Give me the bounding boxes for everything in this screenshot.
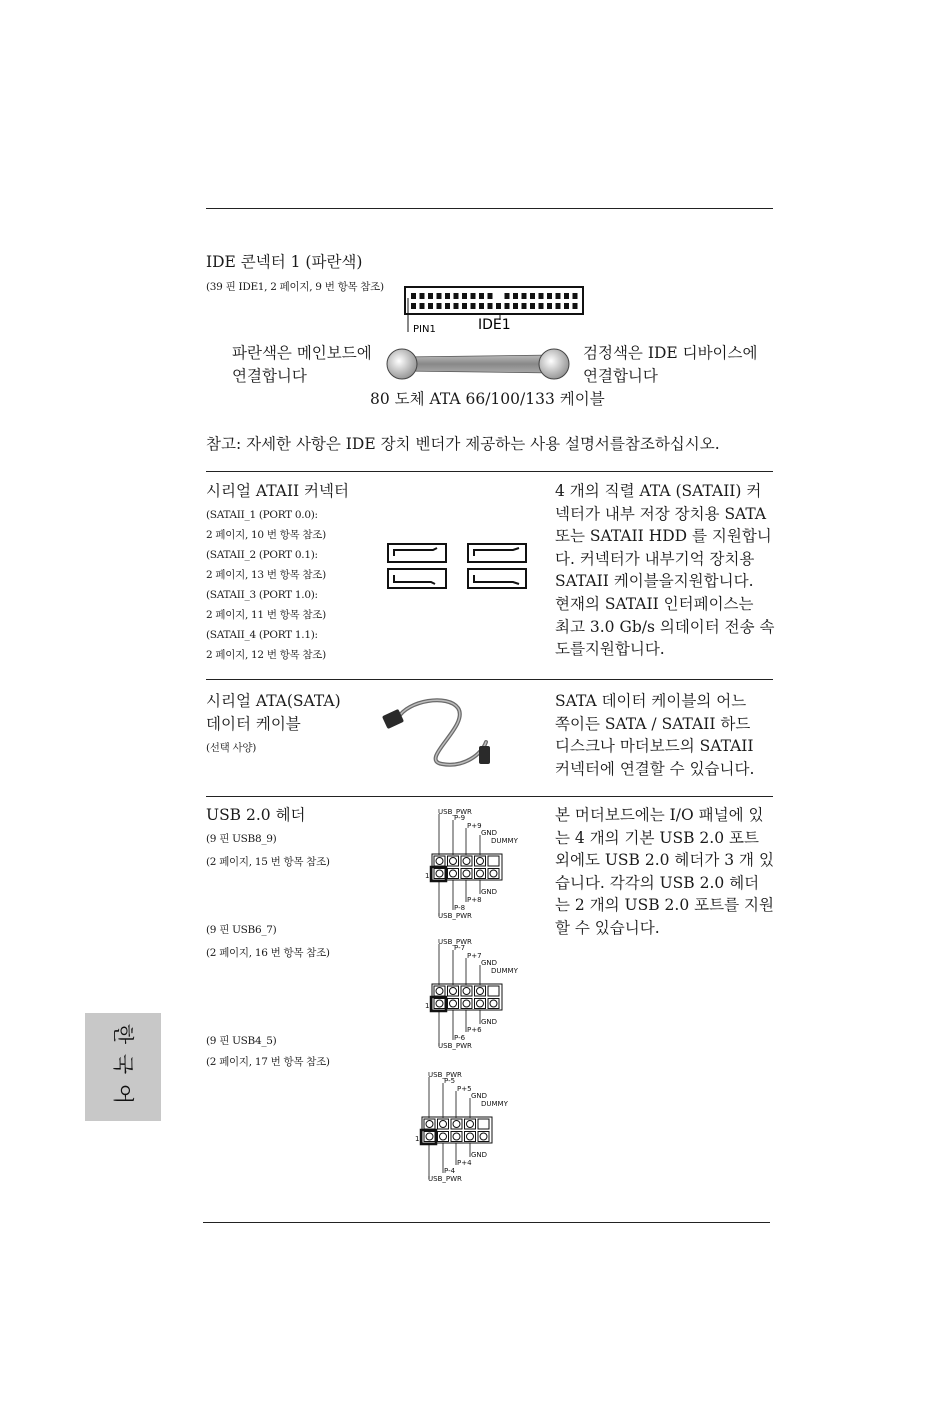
ide-pin [513, 303, 518, 309]
ide-pin1-label: PIN1 [413, 324, 436, 335]
ide-pin [437, 293, 442, 299]
usb-minus-label: P-4 [444, 1167, 456, 1175]
ide-footnote: 참고: 자세한 사항은 IDE 장치 벤더가 제공하는 사용 설명서를참조하십시오. [206, 435, 720, 453]
section-rule-usb [206, 796, 773, 797]
ide-pin [573, 303, 578, 309]
ide-pin [454, 303, 459, 309]
usb-gnd-label: GND [481, 959, 498, 967]
ide-pin [428, 293, 433, 299]
sataii-description-line: SATAII 케이블을지원합니다. [555, 572, 754, 591]
usb-header-name: (9 핀 USB6_7) [206, 924, 277, 936]
usb-dummy-label: DUMMY [491, 837, 518, 845]
sata-cable-description-line: 디스크나 마더보드의 SATAII [555, 737, 754, 756]
usb-description-line: 습니다. 각각의 USB 2.0 헤더 [555, 873, 760, 892]
usb-plus-label: P+7 [467, 952, 482, 960]
usb-description-line: 할 수 있습니다. [555, 918, 660, 937]
usb-pwr-label: USB_PWR [438, 808, 472, 816]
usb-header-diagram-usb4-5 [412, 1069, 522, 1187]
ide-right-note-line: 검정색은 IDE 디바이스에 [583, 344, 758, 362]
usb-pwr-label: USB_PWR [438, 1042, 472, 1050]
usb-pin1-label: 1 [425, 872, 430, 880]
usb-pwr-label: USB_PWR [438, 938, 472, 946]
usb-title: USB 2.0 헤더 [206, 806, 306, 824]
sata-cable-title [206, 690, 341, 736]
ide-title: IDE 콘넥터 1 (파란색) [206, 253, 363, 271]
usb-header-ref: (2 페이지, 17 번 항목 참조) [206, 1056, 330, 1068]
usb-pwr-label: USB_PWR [438, 912, 472, 920]
sataii-port-ref: 2 페이지, 12 번 항목 참조) [206, 649, 326, 661]
ide-pin [564, 293, 569, 299]
ide-pin [522, 303, 527, 309]
sata-cable-description-line: 커넥터에 연결할 수 있습니다. [555, 759, 755, 778]
ide-reference: (39 핀 IDE1, 2 페이지, 9 번 항목 참조) [206, 281, 384, 293]
ide-pin [479, 303, 484, 309]
usb-gnd-label: GND [481, 829, 498, 837]
ide-pin [573, 293, 578, 299]
usb-dummy-label: DUMMY [491, 967, 518, 975]
ide-pin [513, 293, 518, 299]
ide-pin [539, 293, 544, 299]
ide-connector-label: IDE1 [478, 317, 511, 333]
ide-pin [564, 303, 569, 309]
sata-cable-description-line: SATA 데이터 케이블의 어느 [555, 692, 747, 710]
sataii-port-name: (SATAII_4 (PORT 1.1): [206, 629, 318, 641]
section-rule-sata [206, 471, 773, 472]
usb-description [555, 804, 774, 940]
ide-cable-caption: 80 도체 ATA 66/100/133 케이블 [370, 390, 605, 408]
side-tab-char: 국 [111, 1053, 135, 1075]
usb-minus-label: P-9 [454, 814, 466, 822]
sata-cable-optional: (선택 사양) [206, 742, 257, 754]
ide-pin [420, 303, 425, 309]
ide-pin [496, 303, 501, 309]
sata-cable-description [555, 690, 754, 780]
sataii-description-line: 현재의 SATAII 인터페이스는 [555, 594, 754, 613]
usb-plus-label: P+9 [467, 822, 482, 830]
ide-left-note [232, 342, 372, 388]
usb-plus-label: P+4 [457, 1159, 472, 1167]
sata-cable-title-line: 시리얼 ATA(SATA) [206, 692, 341, 710]
usb-pwr-label: USB_PWR [428, 1175, 462, 1183]
usb-plus-label: P+8 [467, 896, 482, 904]
usb-gnd-label: GND [481, 888, 498, 896]
section-rule-sata-cable [206, 679, 773, 680]
sataii-port-list [206, 505, 326, 665]
ide-right-note [583, 342, 757, 388]
ide-pin [462, 293, 467, 299]
ide-pin [471, 303, 476, 309]
sataii-description-line: 또는 SATAII HDD 를 지원합니 [555, 527, 772, 546]
ide-pin [479, 293, 484, 299]
ide-left-note-line: 연결합니다 [232, 367, 307, 385]
usb-dummy-label: DUMMY [481, 1100, 508, 1108]
ide-pin [428, 303, 433, 309]
usb-description-line: 는 4 개의 기본 USB 2.0 포트 [555, 828, 759, 847]
sataii-description-line: 도를지원합니다. [555, 640, 665, 659]
usb-plus-label: P+6 [467, 1026, 482, 1034]
usb-description-line: 외에도 USB 2.0 헤더가 3 개 있 [555, 851, 774, 870]
bottom-rule [203, 1222, 770, 1223]
ide-pin [437, 303, 442, 309]
sataii-description-line: 넥터가 내부 저장 장치용 SATA [555, 504, 767, 523]
side-tab-char: 한 [111, 1023, 135, 1045]
sataii-port-ref: 2 페이지, 13 번 항목 참조) [206, 569, 326, 581]
ide-pin [556, 303, 561, 309]
ide-right-note-line: 연결합니다 [583, 367, 658, 385]
ide-pin [454, 293, 459, 299]
usb-header-ref: (2 페이지, 16 번 항목 참조) [206, 947, 330, 959]
sata-cable-image [378, 688, 496, 770]
usb-header-diagram-usb8-9 [422, 806, 532, 924]
sataii-port-name: (SATAII_2 (PORT 0.1): [206, 549, 318, 561]
usb-minus-label: P-5 [444, 1077, 456, 1085]
usb-pin1-label: 1 [425, 1002, 430, 1010]
ide-pin [522, 293, 527, 299]
ide-pin [530, 303, 535, 309]
usb-pwr-label: USB_PWR [428, 1071, 462, 1079]
sataii-port-ref: 2 페이지, 11 번 항목 참조) [206, 609, 326, 621]
usb-header-name: (9 핀 USB4_5) [206, 1035, 277, 1047]
usb-header-ref: (2 페이지, 15 번 항목 참조) [206, 856, 330, 868]
sataii-description-line: 4 개의 직렬 ATA (SATAII) 커 [555, 482, 762, 500]
usb-header-name: (9 핀 USB8_9) [206, 833, 277, 845]
ide-ribbon-cable-image [384, 347, 572, 381]
ide-pin [445, 293, 450, 299]
usb-description-line: 는 2 개의 USB 2.0 포트를 지원 [555, 896, 774, 915]
usb-minus-label: P-8 [454, 904, 466, 912]
sata-cable-title-line: 데이터 케이블 [206, 715, 301, 733]
sataii-description [555, 480, 775, 661]
ide-pin [505, 293, 510, 299]
ide-pin [411, 293, 416, 299]
ide-pin [505, 303, 510, 309]
ide-connector-diagram [400, 282, 590, 337]
sataii-port-name: (SATAII_3 (PORT 1.0): [206, 589, 318, 601]
usb-gnd-label: GND [471, 1151, 488, 1159]
sata-cable-description-line: 쪽이든 SATA / SATAII 하드 [555, 714, 751, 733]
usb-plus-label: P+5 [457, 1085, 472, 1093]
usb-header-diagram-usb6-7 [422, 936, 532, 1054]
usb-description-line: 본 머더보드에는 I/O 패널에 있 [555, 806, 764, 824]
sataii-port-name: (SATAII_1 (PORT 0.0): [206, 509, 318, 521]
usb-pin1-label: 1 [415, 1135, 420, 1143]
ide-pin [547, 303, 552, 309]
language-side-tab [85, 1013, 161, 1121]
ide-left-note-line: 파란색은 메인보드에 [232, 344, 372, 362]
usb-minus-label: P-6 [454, 1034, 466, 1042]
usb-minus-label: P-7 [454, 944, 466, 952]
sataii-description-line: 최고 3.0 Gb/s 의데이터 전송 속 [555, 617, 775, 636]
sataii-description-line: 다. 커넥터가 내부기억 장치용 [555, 549, 755, 568]
ide-pin [530, 293, 535, 299]
ide-pin [539, 303, 544, 309]
top-rule [206, 208, 773, 209]
ide-pin [411, 303, 416, 309]
side-tab-char: 어 [111, 1083, 135, 1105]
sataii-title: 시리얼 ATAII 커넥터 [206, 482, 349, 500]
ide-pin [488, 293, 493, 299]
ide-pin [462, 303, 467, 309]
ide-pin [420, 293, 425, 299]
ide-pin [445, 303, 450, 309]
usb-gnd-label: GND [481, 1018, 498, 1026]
ide-pin [547, 293, 552, 299]
sataii-connectors-diagram [385, 542, 530, 592]
ide-pin [556, 293, 561, 299]
sataii-port-ref: 2 페이지, 10 번 항목 참조) [206, 529, 326, 541]
ide-pin [471, 293, 476, 299]
usb-gnd-label: GND [471, 1092, 488, 1100]
ide-pin [488, 303, 493, 309]
